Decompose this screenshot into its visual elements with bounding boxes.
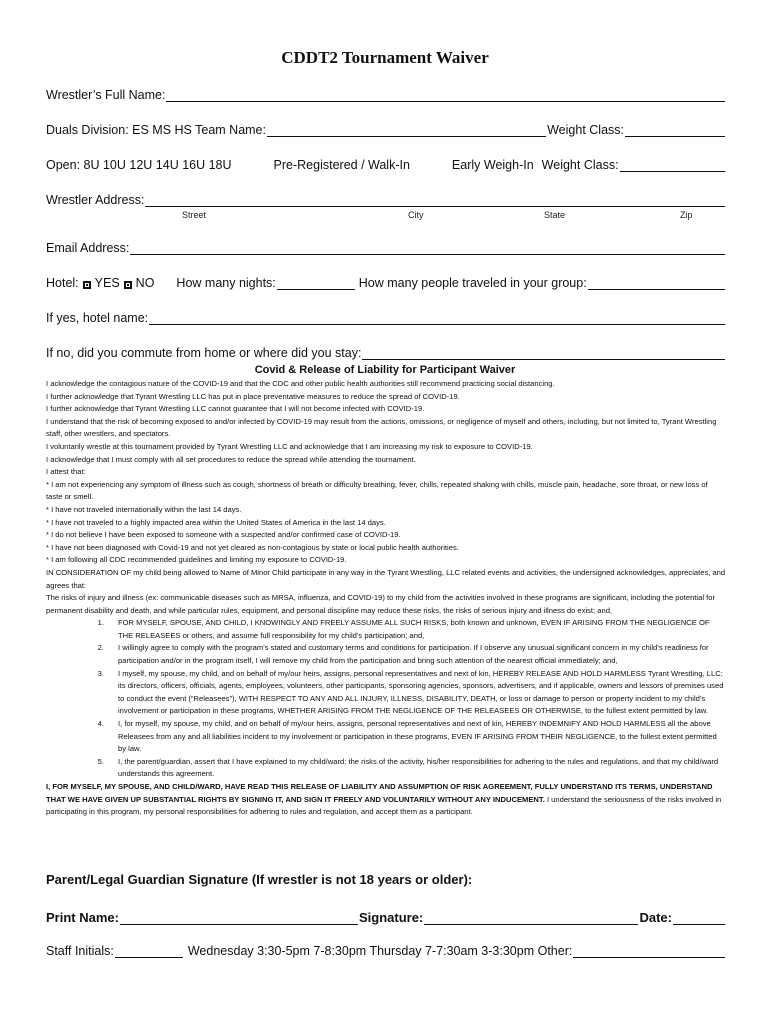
list-item-number: 1.: [97, 618, 104, 628]
email-row: [46, 241, 726, 255]
signature-field[interactable]: [424, 912, 638, 925]
people-label: How many people traveled in your group:: [358, 276, 587, 290]
list-item: [46, 718, 726, 756]
signature-heading: Parent/Legal Guardian Signature (If wrestler is not 18 years or older):: [46, 872, 473, 887]
weight-class-field-2[interactable]: [620, 159, 725, 172]
waiver-paragraph: * I am following all CDC recommended guidelines and limiting my exposure to COVID-19.: [46, 555, 347, 565]
list-item-text: I myself, my spouse, my child, and on behalf of my/our heirs, assigns, personal representatives and next of kin, HEREBY RELEASE AND HOLD HARMLESS Tyrant Wrestling, LLC; its directors, officers, officials, agents, employees, volunteers, other participants, sponsoring agencies, sponsors, advertisers, and if applicable, owners and lessors of premises used to conduct the event (“Releasees”), WITH RESPECT TO ANY AND ALL INJURY, ILLNESS, DISABILITY, DEATH, or loss or damage to person or property incident to my child’s involvement or participation in these programs, WHETHER ARISING FROM THE NEGLIGENCE OF THE RELEASEES OR OTHERWISE, to the fullest extent permitted by law.: [118, 668, 724, 716]
final-statement: [46, 781, 726, 819]
waiver-paragraph: * I have not traveled to a highly impacted area within the United States of America in the last 14 days.: [46, 517, 386, 527]
staff-schedule-label: Wednesday 3:30-5pm 7-8:30pm Thursday 7-7:30am 3-3:30pm Other:: [187, 944, 573, 958]
address-street-caption: Street: [182, 210, 207, 220]
commute-label: If no, did you commute from home or where did you stay:: [46, 346, 362, 360]
list-item: [46, 668, 726, 718]
list-item-text: I, the parent/guardian, assert that I have explained to my child/ward: the risks of the activity, his/her responsibilities for adhering to the rules and regulations, and that my child/ward understands this agreement.: [118, 756, 719, 779]
open-row: [46, 158, 726, 172]
hotel-name-label: If yes, hotel name:: [46, 311, 149, 325]
staff-initials-label: Staff Initials:: [46, 944, 114, 958]
waiver-paragraph: I understand that the risk of becoming exposed to and/or infected by COVID-19 may result from the actions, omissions, or negligence of myself and others, including, but not limited to, Tyrant Wrestling staff, other wrestlers, and spectators.: [46, 416, 717, 439]
waiver-paragraph: I voluntarily wrestle at this tournament provided by Tyrant Wrestling LLC and acknowledge that I am increasing my risk to exposure to COVID-19.: [46, 441, 533, 451]
wrestler-name-field[interactable]: [166, 89, 725, 102]
hotel-yes-checkbox[interactable]: [83, 281, 91, 289]
wrestler-name-row: [46, 88, 726, 102]
section-title: Covid & Release of Liability for Participant Waiver: [254, 364, 516, 376]
list-item: [46, 642, 726, 667]
open-label: Open: 8U 10U 12U 14U 16U 18U: [46, 158, 232, 172]
address-state-caption: State: [544, 210, 566, 220]
commute-row: [46, 346, 726, 360]
weight-class-field[interactable]: [625, 124, 725, 137]
team-name-field[interactable]: [267, 124, 546, 137]
date-field[interactable]: [673, 912, 725, 925]
weight-class-label: Weight Class:: [547, 123, 624, 137]
final-statement-bold: I, FOR MYSELF, MY SPOUSE, AND CHILD/WARD, HAVE READ THIS RELEASE OF LIABILITY AND ASSUMPTION OF RISK AGREEMENT, FULLY UNDERSTAND ITS TERMS, UNDERSTAND THAT WE HAVE GIVEN UP SUBSTANTIAL RIGHTS BY SIGNING IT, AND SIGN IT FREELY AND VOLUNTARILY WITHOUT ANY INDUCEMENT.: [46, 782, 713, 804]
waiver-paragraphs: [46, 378, 726, 617]
duals-label: Duals Division: ES MS HS Team Name:: [46, 123, 266, 137]
waiver-paragraph: * I am not experiencing any symptom of illness such as cough, shortness of breath or difficulty breathing, fever, chills, repeated shaking with chills, muscle pain, headache, sore throat, or new loss of taste or smell.: [46, 479, 708, 502]
print-name-row: [46, 910, 726, 925]
list-item-number: 4.: [97, 719, 104, 729]
list-item-text: FOR MYSELF, SPOUSE, AND CHILD, I KNOWINGLY AND FREELY ASSUME ALL SUCH RISKS, both known and unknown, EVEN IF ARISING FROM THE NEGLIGENCE OF THE RELEASEES or others, and assume full responsibility for my child’s participation; and,: [118, 618, 710, 640]
staff-initials-field[interactable]: [115, 945, 183, 958]
list-item: [46, 617, 726, 642]
date-label: Date:: [639, 910, 672, 925]
print-name-field[interactable]: [120, 912, 358, 925]
hotel-no-label: NO: [135, 276, 155, 290]
page-title: CDDT2 Tournament Waiver: [281, 48, 489, 67]
waiver-paragraph: I attest that:: [46, 467, 86, 477]
email-label: Email Address:: [46, 241, 130, 255]
waiver-paragraph: * I have not been diagnosed with Covid-19 and not yet cleared as non-contagious by state or local public health authorities.: [46, 542, 459, 552]
waiver-list: [46, 617, 726, 781]
hotel-name-row: [46, 311, 726, 325]
commute-field[interactable]: [362, 347, 725, 360]
address-row: [46, 193, 726, 207]
email-field[interactable]: [130, 242, 725, 255]
hotel-row: [46, 276, 726, 290]
list-item: [46, 756, 726, 781]
waiver-paragraph: I further acknowledge that Tyrant Wrestling LLC has put in place preventative measures to reduce the spread of COVID-19.: [46, 391, 460, 401]
address-city-caption: City: [408, 210, 424, 220]
people-field[interactable]: [588, 277, 725, 290]
prereg-label: Pre-Registered / Walk-In: [273, 158, 410, 172]
waiver-paragraph: IN CONSIDERATION OF my child being allowed to Name of Minor Child participate in any way in the Tyrant Wrestling, LLC related events and activities, the undersigned acknowledges, appreciates, and agrees that:: [46, 567, 726, 590]
list-item-number: 2.: [97, 643, 104, 653]
waiver-paragraph: The risks of injury and illness (ex: communicable diseases such as MRSA, influenza, and COVID-19) to my child from the activities involved in these programs are significant, including the potential for permanent disability and death, and while particular rules, equipment, and personal discipline may reduce these risks, the risks of serious injury and illness do exist; and,: [46, 593, 715, 615]
address-zip-caption: Zip: [680, 210, 693, 220]
final-statement-rest: I understand the seriousness of the risks involved in participating in this program, my personal responsibilities for adhering to rules and regulation, and accept them as a participant.: [46, 794, 722, 817]
waiver-paragraph: * I have not traveled internationally within the last 14 days.: [46, 504, 242, 514]
hotel-yes-label: YES: [94, 276, 120, 290]
duals-row: [46, 123, 726, 137]
waiver-body: [46, 378, 726, 819]
weight-class-label-2: Weight Class:: [541, 158, 619, 172]
wrestler-name-label: Wrestler’s Full Name:: [46, 88, 166, 102]
address-field[interactable]: [145, 194, 725, 207]
waiver-paragraph: * I do not believe I have been exposed to someone with a suspected and/or confirmed case of COVID-19.: [46, 530, 401, 540]
address-label: Wrestler Address:: [46, 193, 145, 207]
print-name-label: Print Name:: [46, 910, 119, 925]
list-item-number: 5.: [97, 756, 104, 766]
nights-label: How many nights:: [176, 276, 276, 290]
signature-label: Signature:: [358, 910, 424, 925]
list-item-text: I willingly agree to comply with the program’s stated and customary terms and conditions for participation. If I observe any unusual significant concern in my child’s readiness for participation and/or in the program itself, I will remove my child from the participation and bring such attention of the nearest official immediately; and,: [118, 643, 709, 666]
waiver-paragraph: I further acknowledge that Tyrant Wrestling LLC cannot guarantee that I will not become infected with COVID-19.: [46, 404, 425, 414]
hotel-no-checkbox[interactable]: [124, 281, 132, 289]
hotel-name-field[interactable]: [149, 312, 725, 325]
list-item-text: I, for myself, my spouse, my child, and on behalf of my/our heirs, assigns, personal representatives and next of kin, HEREBY INDEMNIFY AND HOLD HARMLESS all the above Releasees from any and all liabilities incident to my involvement or participation in these programs, EVEN IF ARISING FROM THEIR NEGLIGENCE, to the fullest extent permitted by law.: [118, 719, 717, 754]
hotel-label: Hotel:: [46, 276, 79, 290]
staff-row: [46, 944, 726, 958]
waiver-paragraph: I acknowledge that I must comply with all set procedures to reduce the spread while attending the tournament.: [46, 454, 416, 464]
list-item-number: 3.: [97, 668, 104, 678]
nights-field[interactable]: [277, 277, 355, 290]
waiver-paragraph: I acknowledge the contagious nature of the COVID-19 and that the CDC and other public health authorities still recommend practicing social distancing.: [46, 379, 555, 388]
staff-other-field[interactable]: [573, 945, 725, 958]
early-weigh-in-label: Early Weigh-In: [451, 158, 534, 172]
